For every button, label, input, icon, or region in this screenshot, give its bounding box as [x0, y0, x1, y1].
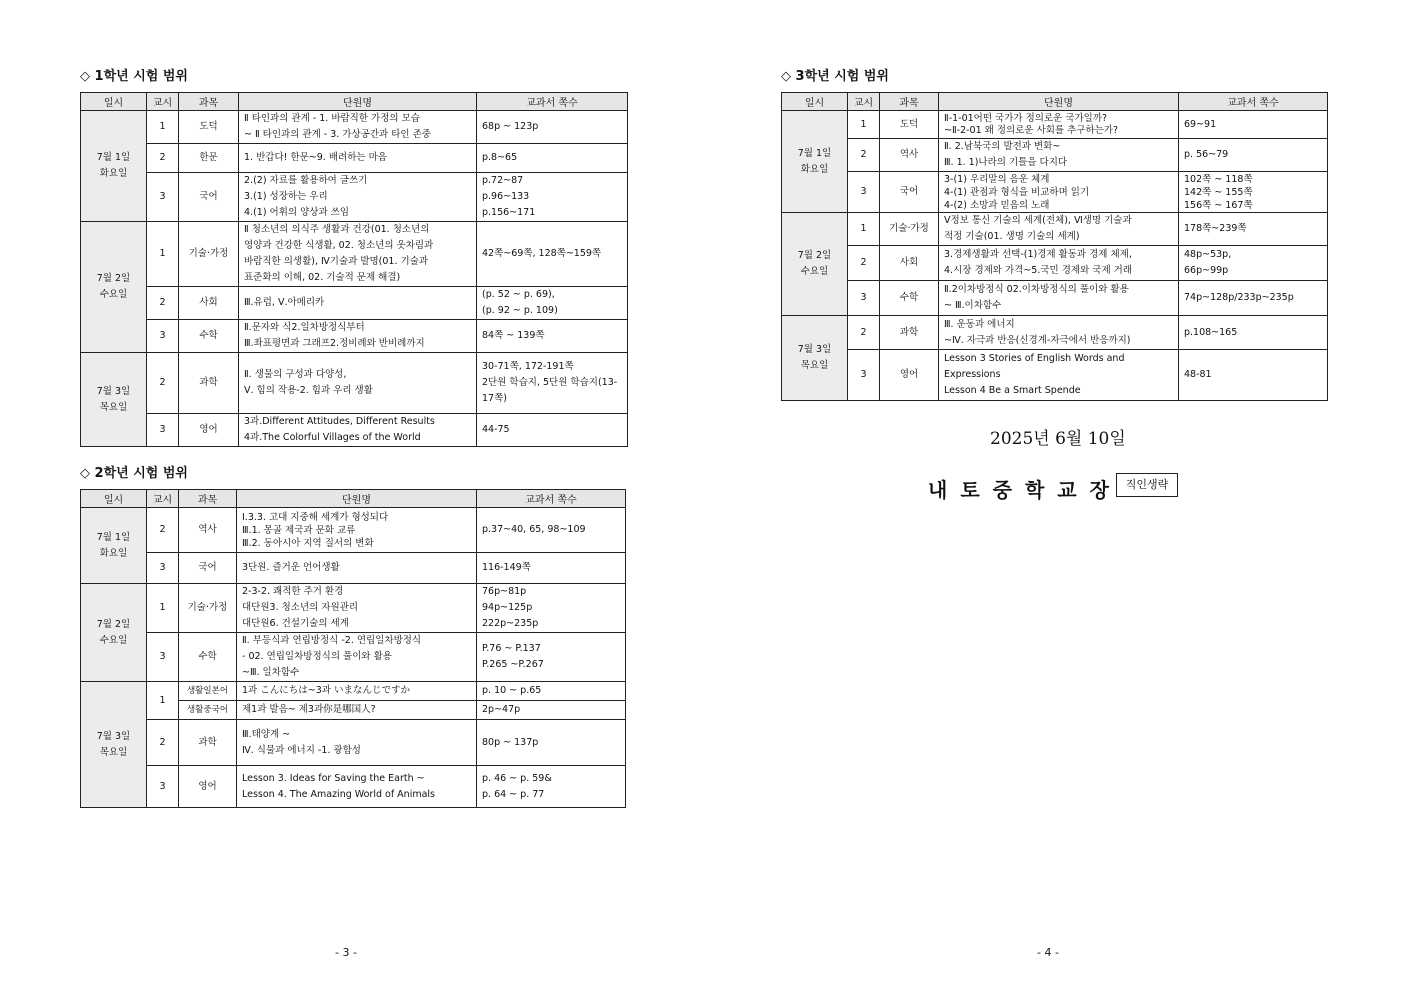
subject: 생활중국어 — [179, 701, 237, 720]
table-row — [81, 553, 626, 584]
header-period: 교시 — [848, 93, 880, 111]
table-row — [81, 353, 628, 414]
unit: 3단원. 즐거운 언어생활 — [237, 553, 477, 584]
period: 2 — [147, 353, 179, 414]
table-row — [782, 111, 1328, 139]
page-number-left: - 3 - — [335, 946, 357, 959]
subject: 과학 — [179, 353, 239, 414]
pages: P.76 ~ P.137 P.265 ~P.267 — [477, 633, 626, 682]
grade2-table — [80, 489, 626, 808]
subject: 기술·가정 — [179, 222, 239, 287]
unit: Ⅱ.2이차방정식 02.이차방정식의 풀이와 활용 ~ Ⅲ.이차함수 — [939, 281, 1179, 316]
period: 3 — [848, 172, 880, 213]
issue-date: 2025년 6월 10일 — [990, 429, 1126, 449]
table-row — [81, 766, 626, 808]
subject: 국어 — [880, 172, 939, 213]
header-period: 교시 — [147, 93, 179, 111]
header-subject: 과목 — [880, 93, 939, 111]
period: 1 — [848, 111, 880, 139]
table-row — [81, 508, 626, 553]
period: 3 — [147, 173, 179, 222]
header-date: 일시 — [81, 93, 147, 111]
exam-date: 7월 2일 수요일 — [81, 584, 147, 682]
header-unit: 단원명 — [239, 93, 477, 111]
pages: 84쪽 ~ 139쪽 — [477, 320, 628, 353]
pages: 102쪽 ~ 118쪽 142쪽 ~ 155쪽 156쪽 ~ 167쪽 — [1179, 172, 1328, 213]
grade3-title: ◇ 3학년 시험 범위 — [781, 69, 889, 84]
period: 3 — [848, 281, 880, 316]
unit: Lesson 3 Stories of English Words and Expressions Lesson 4 Be a Smart Spende — [939, 350, 1179, 401]
header-subject: 과목 — [179, 490, 237, 508]
header-unit: 단원명 — [237, 490, 477, 508]
subject: 역사 — [179, 508, 237, 553]
unit: Ⅲ. 운동과 에너지 ~Ⅳ. 자극과 반응(신경계-자극에서 반응까지) — [939, 316, 1179, 350]
table-row — [81, 633, 626, 682]
pages: 44-75 — [477, 414, 628, 447]
period: 3 — [147, 633, 179, 682]
exam-date: 7월 1일 화요일 — [81, 508, 147, 584]
table-row — [81, 584, 626, 633]
period: 3 — [147, 320, 179, 353]
unit: Ⅲ.태양계 ~ Ⅳ. 식물과 에너지 -1. 광합성 — [237, 720, 477, 766]
exam-date: 7월 3일 목요일 — [81, 682, 147, 808]
unit: Ⅲ.유럽, Ⅴ.아메리카 — [239, 287, 477, 320]
period: 1 — [147, 584, 179, 633]
unit: 3-(1) 우리말의 음운 체계 4-(1) 관점과 형식을 비교하며 읽기 4-(2) 소망과 믿음의 노래 — [939, 172, 1179, 213]
subject: 생활일본어 — [179, 682, 237, 701]
subject: 수학 — [179, 320, 239, 353]
period: 3 — [848, 350, 880, 401]
table-row — [81, 720, 626, 766]
period: 2 — [147, 144, 179, 173]
subject: 역사 — [880, 139, 939, 172]
period: 1 — [147, 682, 179, 720]
period: 2 — [848, 316, 880, 350]
table-row — [81, 287, 628, 320]
unit: Lesson 3. Ideas for Saving the Earth ~ Lesson 4. The Amazing World of Animals — [237, 766, 477, 808]
unit: 3과.Different Attitudes, Different Results 4과.The Colorful Villages of the World — [239, 414, 477, 447]
header-pages: 교과서 쪽수 — [1179, 93, 1328, 111]
header-period: 교시 — [147, 490, 179, 508]
page-number-right: - 4 - — [1037, 946, 1059, 959]
table-row — [81, 144, 628, 173]
table-header-row — [81, 490, 626, 508]
pages: 74p~128p/233p~235p — [1179, 281, 1328, 316]
pages: p.8~65 — [477, 144, 628, 173]
period: 1 — [147, 111, 179, 144]
subject: 사회 — [179, 287, 239, 320]
unit: 2-3-2. 쾌적한 주거 환경 대단원3. 청소년의 자원관리 대단원6. 건설기술의 세계 — [237, 584, 477, 633]
table-row — [782, 213, 1328, 246]
pages: 30-71쪽, 172-191쪽 2단원 학습지, 5단원 학습지(13-17쪽) — [477, 353, 628, 414]
exam-date: 7월 3일 목요일 — [782, 316, 848, 401]
table-row — [81, 173, 628, 222]
pages: 178쪽~239쪽 — [1179, 213, 1328, 246]
unit: 1. 반갑다! 한문~9. 배려하는 마음 — [239, 144, 477, 173]
period: 3 — [147, 766, 179, 808]
unit: 제1과 발음~ 제3과你是哪国人? — [237, 701, 477, 720]
unit: Ⅱ. 생물의 구성과 다양성, Ⅴ. 힘의 작용-2. 힘과 우리 생활 — [239, 353, 477, 414]
exam-date: 7월 2일 수요일 — [782, 213, 848, 316]
table-row — [81, 682, 626, 701]
table-row — [782, 172, 1328, 213]
header-date: 일시 — [782, 93, 848, 111]
table-row — [782, 139, 1328, 172]
unit: Ⅱ 청소년의 의식주 생활과 건강(01. 청소년의 영양과 건강한 식생활, 02. 청소년의 옷차림과 바람직한 의생활), Ⅳ기술과 발명(01. 기술과 표준화의 이해, 02. 기술적 문제 해결) — [239, 222, 477, 287]
unit: Ⅱ.문자와 식2.일차방정식부터 Ⅲ.좌표평면과 그래프2.정비례와 반비례까지 — [239, 320, 477, 353]
table-row — [81, 320, 628, 353]
period: 1 — [848, 213, 880, 246]
pages: 68p ~ 123p — [477, 111, 628, 144]
period: 3 — [147, 414, 179, 447]
period: 2 — [848, 139, 880, 172]
header-pages: 교과서 쪽수 — [477, 93, 628, 111]
subject: 도덕 — [179, 111, 239, 144]
pages: p.72~87 p.96~133 p.156~171 — [477, 173, 628, 222]
period: 3 — [147, 553, 179, 584]
period: 2 — [147, 508, 179, 553]
exam-date: 7월 3일 목요일 — [81, 353, 147, 447]
pages: p. 10 ~ p.65 — [477, 682, 626, 701]
period: 2 — [147, 720, 179, 766]
principal-name: 내토중학교장 — [928, 478, 1122, 502]
subject: 국어 — [179, 173, 239, 222]
period: 2 — [147, 287, 179, 320]
subject: 기술·가정 — [179, 584, 237, 633]
pages: 116-149쪽 — [477, 553, 626, 584]
pages: 42쪽~69쪽, 128쪽~159쪽 — [477, 222, 628, 287]
pages: 80p ~ 137p — [477, 720, 626, 766]
unit: Ⅱ-1-01어떤 국가가 정의로운 국가일까? ~Ⅱ-2-01 왜 정의로운 사회를 추구하는가? — [939, 111, 1179, 139]
unit: Ⅱ. 2.남북국의 발전과 변화~ Ⅲ. 1. 1)나라의 기틀을 다지다 — [939, 139, 1179, 172]
table-header-row — [782, 93, 1328, 111]
grade3-table — [781, 92, 1328, 401]
header-date: 일시 — [81, 490, 147, 508]
pages: 69~91 — [1179, 111, 1328, 139]
unit: Ⅰ.3.3. 고대 지중해 세계가 형성되다 Ⅲ.1. 몽골 제국과 문화 교류 Ⅲ.2. 동아시아 지역 질서의 변화 — [237, 508, 477, 553]
header-unit: 단원명 — [939, 93, 1179, 111]
pages: 76p~81p 94p~125p 222p~235p — [477, 584, 626, 633]
subject: 영어 — [880, 350, 939, 401]
unit: Ⅱ 타인과의 관계 - 1. 바람직한 가정의 모습 ~ Ⅱ 타인과의 관계 - 3. 가상공간과 타인 존중 — [239, 111, 477, 144]
subject: 영어 — [179, 766, 237, 808]
period: 2 — [848, 246, 880, 281]
unit: 3.경제생활과 선택-(1)경제 활동과 경제 체제, 4.시장 경제와 가격~5.국민 경제와 국제 거래 — [939, 246, 1179, 281]
subject: 사회 — [880, 246, 939, 281]
table-row — [81, 111, 628, 144]
table-row — [81, 414, 628, 447]
table-row — [81, 222, 628, 287]
exam-date: 7월 2일 수요일 — [81, 222, 147, 353]
grade1-title: ◇ 1학년 시험 범위 — [80, 69, 188, 84]
table-row — [782, 246, 1328, 281]
subject: 수학 — [179, 633, 237, 682]
pages: 48-81 — [1179, 350, 1328, 401]
unit: Ⅴ정보 통신 기술의 세계(전체), Ⅵ생명 기술과 적정 기술(01. 생명 기술의 세계) — [939, 213, 1179, 246]
subject: 과학 — [179, 720, 237, 766]
pages: 48p~53p, 66p~99p — [1179, 246, 1328, 281]
pages: p.37~40, 65, 98~109 — [477, 508, 626, 553]
header-subject: 과목 — [179, 93, 239, 111]
pages: 2p~47p — [477, 701, 626, 720]
exam-date: 7월 1일 화요일 — [782, 111, 848, 213]
subject: 국어 — [179, 553, 237, 584]
grade2-title: ◇ 2학년 시험 범위 — [80, 466, 188, 481]
pages: p.108~165 — [1179, 316, 1328, 350]
unit: Ⅱ. 부등식과 연립방정식 -2. 연립일차방정식 - 02. 연립일차방정식의 풀이와 활용 ~Ⅲ. 일차함수 — [237, 633, 477, 682]
unit: 2.(2) 자료를 활용하여 글쓰기 3.(1) 성장하는 우리 4.(1) 어휘의 양상과 쓰임 — [239, 173, 477, 222]
table-row — [782, 281, 1328, 316]
header-pages: 교과서 쪽수 — [477, 490, 626, 508]
period: 1 — [147, 222, 179, 287]
exam-date: 7월 1일 화요일 — [81, 111, 147, 222]
seal-omitted-stamp: 직인생략 — [1116, 473, 1178, 497]
subject: 도덕 — [880, 111, 939, 139]
subject: 영어 — [179, 414, 239, 447]
pages: (p. 52 ~ p. 69), (p. 92 ~ p. 109) — [477, 287, 628, 320]
table-row — [782, 350, 1328, 401]
table-row — [782, 316, 1328, 350]
subject: 수학 — [880, 281, 939, 316]
subject: 한문 — [179, 144, 239, 173]
unit: 1과 こんにちは~3과 いまなんじですか — [237, 682, 477, 701]
subject: 기술·가정 — [880, 213, 939, 246]
pages: p. 46 ~ p. 59& p. 64 ~ p. 77 — [477, 766, 626, 808]
pages: p. 56~79 — [1179, 139, 1328, 172]
grade1-table — [80, 92, 628, 447]
table-header-row — [81, 93, 628, 111]
subject: 과학 — [880, 316, 939, 350]
